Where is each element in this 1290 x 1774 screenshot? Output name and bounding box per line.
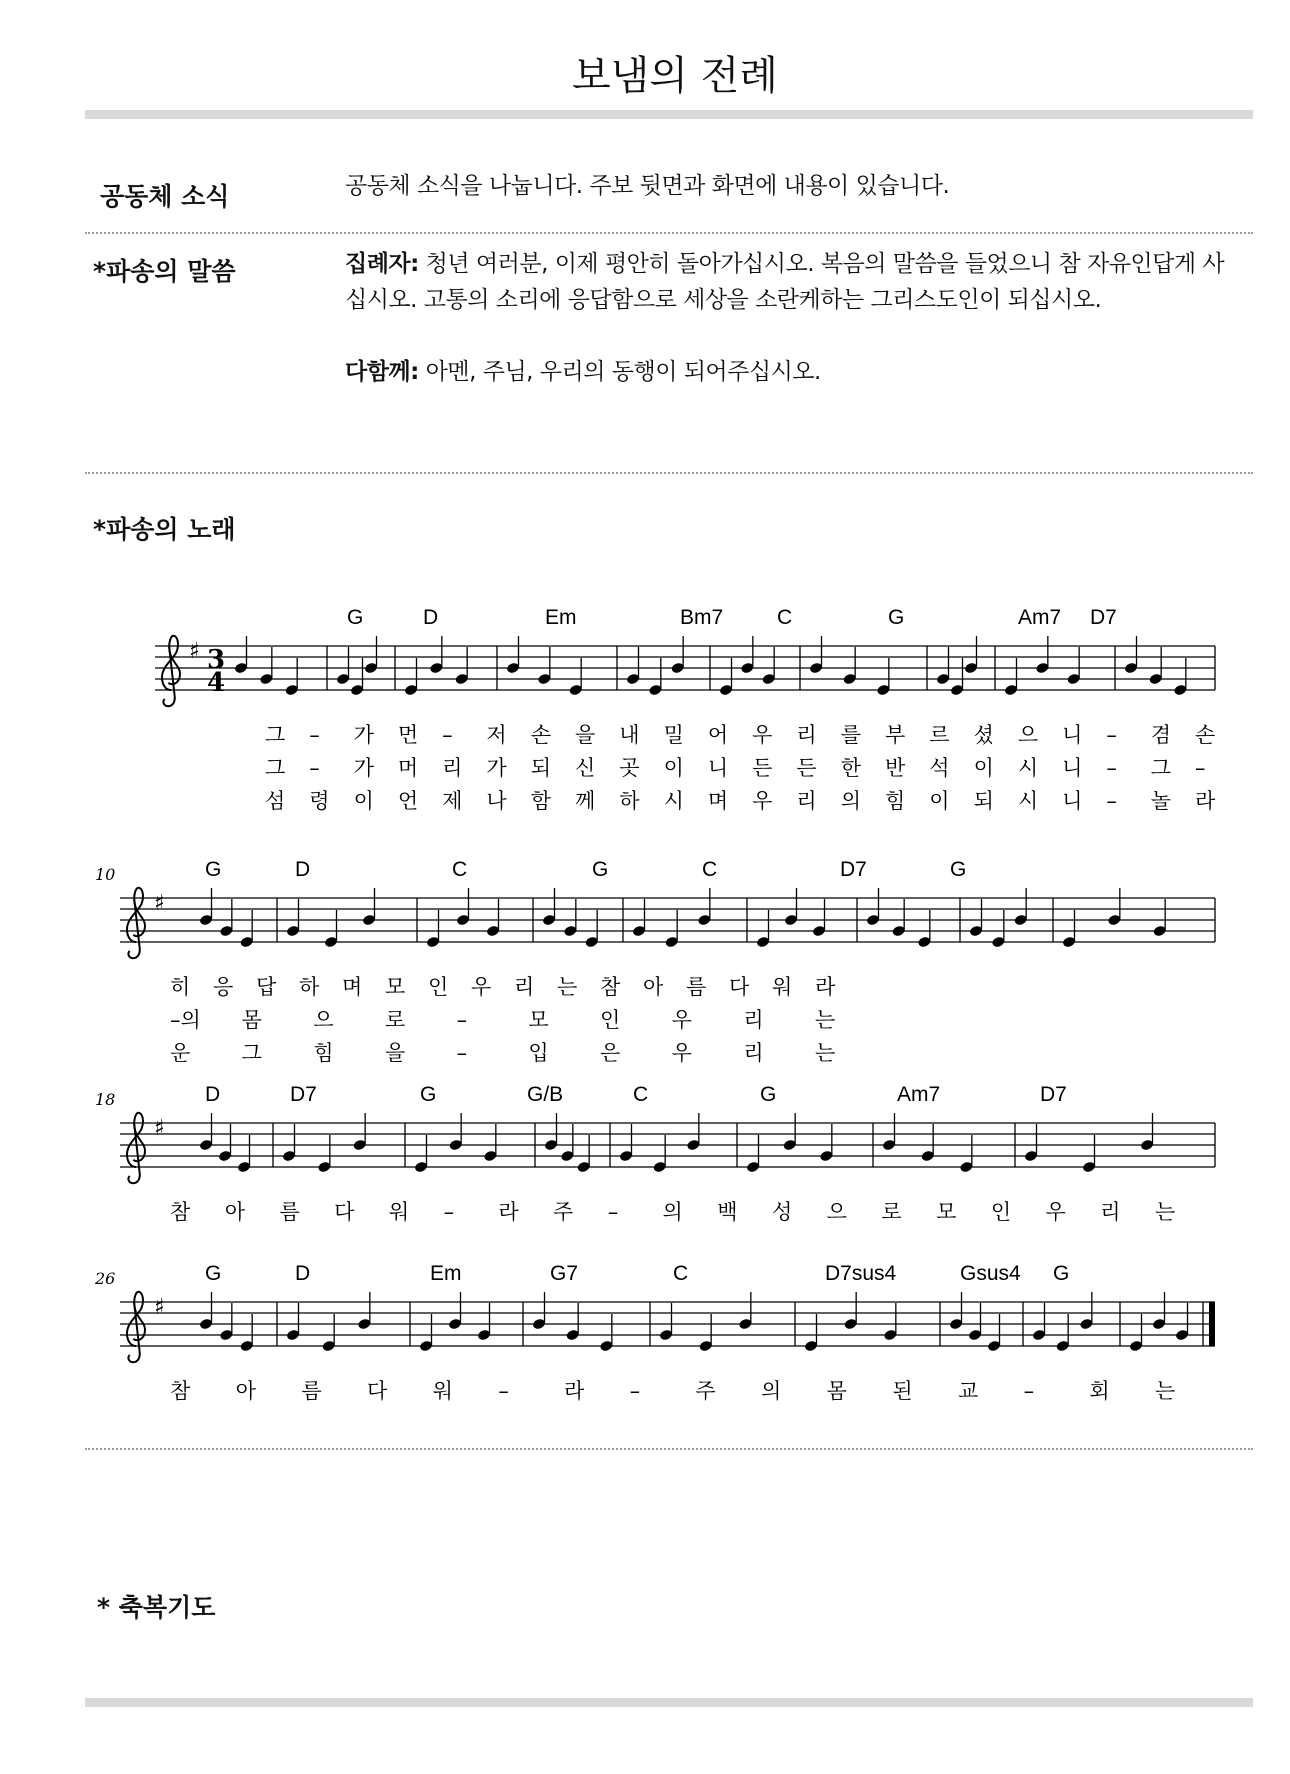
lyric-syllable: 되 (530, 756, 552, 780)
lyric-syllable: 께 (575, 789, 596, 813)
lyric-syllable: 성 (771, 1200, 793, 1224)
sharp-icon: ♯ (154, 1295, 165, 1320)
lyric-syllable: 를 (840, 723, 862, 747)
lyric-syllable: 라 (564, 1379, 585, 1403)
lyric-syllable: 우 (752, 723, 773, 747)
lyric-syllable: 인 (600, 1008, 621, 1032)
lyric-syllable: 어 (707, 723, 729, 747)
divider (85, 232, 1253, 234)
measure-number: 18 (95, 1090, 116, 1109)
sending-word-label: *파송의 말씀 (93, 257, 236, 286)
chord-symbol: G (420, 1083, 437, 1106)
lyric-syllable: 니 (1062, 723, 1083, 747)
lyric-syllable: 시 (1017, 789, 1039, 813)
lyric-syllable: 겸 (1150, 723, 1172, 747)
lyric-syllable: – (309, 723, 320, 747)
lyric-syllable: 는 (815, 1041, 836, 1065)
time-signature-top: 3 (207, 645, 226, 675)
lyric-syllable: 름 (279, 1200, 300, 1224)
chord-symbol: Bm7 (680, 606, 724, 629)
lyric-syllable: 우 (471, 975, 492, 999)
score-system-3 (95, 1083, 1215, 1224)
lyric-syllable: 아 (224, 1200, 246, 1224)
lyric-syllable: 입 (528, 1041, 549, 1065)
lyric-syllable: 반 (885, 756, 906, 780)
chord-symbol: G (205, 1262, 222, 1285)
lyric-syllable: 응 (213, 975, 234, 999)
lyric-syllable: 워 (388, 1200, 410, 1224)
lyric-syllable: 함 (530, 789, 552, 813)
page-title: 보냄의 전례 (572, 53, 778, 99)
lyric-syllable: 되 (973, 789, 994, 813)
score-system-4 (95, 1262, 1215, 1403)
measure-number: 10 (95, 865, 116, 884)
lyric-syllable: – (1023, 1379, 1035, 1403)
lyric-syllable: 은 (600, 1041, 621, 1065)
lyric-syllable: 저 (486, 723, 507, 747)
lyric-syllable: 힘 (885, 789, 906, 813)
lyric-syllable: – (1106, 756, 1117, 780)
lyric-syllable: 의 (662, 1200, 683, 1224)
chord-symbol: C (702, 858, 718, 881)
lyric-syllable: 라 (815, 975, 836, 999)
sharp-icon: ♯ (189, 639, 200, 664)
lyric-syllable: 리 (796, 789, 817, 813)
chord-symbol: D7 (1090, 606, 1117, 629)
lyric-syllable: 참 (170, 1200, 191, 1224)
lyric-syllable: 다 (334, 1200, 355, 1224)
lyric-syllable: 시 (1017, 756, 1039, 780)
lyric-syllable: 가 (486, 756, 507, 780)
lyric-syllable: 다 (367, 1379, 388, 1403)
lyric-syllable: 머 (397, 756, 419, 780)
chord-symbol: Em (545, 606, 577, 629)
lyric-syllable: 주 (695, 1379, 716, 1403)
lyric-syllable: 하 (619, 789, 640, 813)
lyric-syllable: 니 (707, 756, 729, 780)
lyric-syllable: – (629, 1379, 641, 1403)
chord-symbol: G (347, 606, 364, 629)
lyric-syllable: 이 (929, 789, 950, 813)
lyric-syllable: 으 (1017, 723, 1039, 747)
chord-symbol: D (205, 1083, 221, 1106)
time-signature-bottom: 4 (207, 668, 226, 698)
lyric-syllable: 든 (796, 756, 817, 780)
chord-symbol: D7 (1040, 1083, 1067, 1106)
lyric-syllable: 가 (353, 756, 374, 780)
lyric-syllable: 름 (686, 975, 707, 999)
lyric-syllable: 된 (892, 1379, 913, 1403)
leader-label: 집례자: (345, 251, 419, 277)
news-text: 공동체 소식을 나눕니다. 주보 뒷면과 화면에 내용이 있습니다. (345, 173, 950, 199)
lyric-syllable: – (1195, 756, 1206, 780)
all-text: 아멘, 주님, 우리의 동행이 되어주십시오. (425, 359, 821, 385)
lyric-syllable: 그 (265, 723, 286, 747)
lyric-syllable: 놀 (1150, 789, 1172, 813)
score-system-2 (95, 858, 1215, 1065)
lyric-syllable: 아 (643, 975, 664, 999)
lyric-syllable: 나 (486, 789, 507, 813)
lyric-syllable: 석 (929, 756, 950, 780)
chord-symbol: D7sus4 (825, 1262, 897, 1285)
lyric-syllable: 내 (619, 723, 640, 747)
chord-symbol: Am7 (897, 1083, 941, 1106)
lyric-syllable: 리 (442, 756, 463, 780)
top-divider (85, 110, 1253, 119)
lyric-syllable: – (442, 723, 453, 747)
chord-symbol: C (673, 1262, 689, 1285)
lyric-syllable: 참 (170, 1379, 191, 1403)
lyric-syllable: 모 (385, 975, 406, 999)
lyric-syllable: 로 (385, 1008, 406, 1032)
chord-symbol: D (295, 1262, 311, 1285)
chord-symbol: G (205, 858, 222, 881)
lyric-syllable: 몸 (241, 1008, 262, 1032)
lyric-syllable: 모 (528, 1008, 549, 1032)
lyric-syllable: 우 (1045, 1200, 1066, 1224)
lyric-syllable: 한 (840, 756, 862, 780)
lyric-syllable: 다 (729, 975, 750, 999)
chord-symbol: G7 (550, 1262, 579, 1285)
lyric-syllable: 이 (973, 756, 994, 780)
lyric-syllable: – (1106, 789, 1117, 813)
bottom-divider (85, 1698, 1253, 1707)
lyric-syllable: – (1106, 723, 1117, 747)
chord-symbol: G (1053, 1262, 1070, 1285)
lyric-syllable: 우 (752, 789, 773, 813)
divider (85, 1448, 1253, 1450)
lyric-syllable: 우 (671, 1008, 692, 1032)
lyric-syllable: 는 (1155, 1200, 1176, 1224)
lyric-syllable: 름 (301, 1379, 322, 1403)
lyric-syllable: 이 (353, 789, 374, 813)
music-score (95, 606, 1245, 1446)
lyric-syllable: 워 (432, 1379, 453, 1403)
lyric-syllable: 이 (663, 756, 684, 780)
chord-symbol: D (295, 858, 311, 881)
lyric-syllable: 섬 (265, 789, 286, 813)
lyric-syllable: 손 (530, 723, 552, 747)
lyric-syllable: 리 (514, 975, 535, 999)
chord-symbol: G (592, 858, 609, 881)
lyric-syllable: 라 (498, 1200, 519, 1224)
lyric-syllable: 아 (235, 1379, 256, 1403)
news-label: 공동체 소식 (100, 182, 230, 211)
measure-number: 26 (95, 1269, 116, 1288)
lyric-syllable: 는 (557, 975, 578, 999)
chord-symbol: G/B (527, 1083, 564, 1106)
lyric-syllable: 주 (553, 1200, 574, 1224)
benediction-label: * 축복기도 (97, 1593, 216, 1622)
chord-symbol: C (452, 858, 468, 881)
lyric-syllable: 그 (1150, 756, 1172, 780)
lyric-syllable: 을 (385, 1041, 406, 1065)
chord-symbol: Em (430, 1262, 462, 1285)
lyric-syllable: 손 (1195, 723, 1216, 747)
lyric-syllable: 니 (1062, 756, 1083, 780)
lyric-syllable: 든 (752, 756, 773, 780)
lyric-syllable: 언 (397, 789, 419, 813)
lyric-syllable: 모 (936, 1200, 957, 1224)
lyric-syllable: 인 (990, 1200, 1012, 1224)
lyric-syllable: 회 (1089, 1379, 1110, 1403)
lyric-syllable: 령 (309, 789, 330, 813)
sending-word-all (345, 354, 1245, 390)
lyric-syllable: – (456, 1041, 468, 1065)
lyric-syllable: 신 (575, 756, 596, 780)
lyric-syllable: 제 (442, 789, 463, 813)
lyric-syllable: 그 (265, 756, 286, 780)
lyric-syllable: 으 (313, 1008, 334, 1032)
lyric-syllable: 는 (1155, 1379, 1176, 1403)
chord-symbol: G (950, 858, 967, 881)
lyric-syllable: 으 (826, 1200, 847, 1224)
lyric-syllable: 리 (796, 723, 817, 747)
lyric-syllable: 의 (761, 1379, 782, 1403)
lyric-syllable: 교 (958, 1379, 979, 1403)
leader-text: 청년 여러분, 이제 평안히 돌아가십시오. 복음의 말씀을 들었으니 참 자유인답게 사십시오. 고통의 소리에 응답함으로 세상을 소란케하는 그리스도인이 되십시오. (345, 251, 1225, 313)
lyric-syllable: 을 (575, 723, 596, 747)
lyric-syllable: 먼 (397, 723, 419, 747)
lyric-syllable: 르 (929, 723, 950, 747)
chord-symbol: D7 (840, 858, 867, 881)
lyric-syllable: 운 (170, 1041, 191, 1065)
lyric-syllable: 그 (241, 1041, 262, 1065)
lyric-syllable: 는 (815, 1008, 836, 1032)
divider (85, 472, 1253, 474)
lyric-syllable: 밀 (663, 723, 684, 747)
all-label: 다함께: (345, 359, 419, 385)
chord-symbol: Am7 (1018, 606, 1062, 629)
lyric-syllable: 우 (671, 1041, 692, 1065)
lyric-syllable: 의 (840, 789, 862, 813)
lyric-syllable: –의 (170, 1008, 201, 1032)
lyric-syllable: 몸 (826, 1379, 847, 1403)
lyric-syllable: – (498, 1379, 509, 1403)
lyric-syllable: 곳 (619, 756, 640, 780)
chord-symbol: C (777, 606, 793, 629)
lyric-syllable: – (443, 1200, 455, 1224)
lyric-syllable: 리 (1100, 1200, 1121, 1224)
lyric-syllable: 시 (663, 789, 684, 813)
lyric-syllable: 로 (881, 1200, 902, 1224)
lyric-syllable: – (309, 756, 320, 780)
chord-symbol: G (760, 1083, 777, 1106)
sharp-icon: ♯ (154, 1116, 165, 1141)
chord-symbol: D (423, 606, 439, 629)
lyric-syllable: 부 (885, 723, 906, 747)
lyric-syllable: 힘 (313, 1041, 334, 1065)
lyric-syllable: 며 (707, 789, 729, 813)
sending-song-label: *파송의 노래 (93, 515, 236, 544)
lyric-syllable: 참 (600, 975, 621, 999)
lyric-syllable: 히 (170, 975, 191, 999)
chord-symbol: G (888, 606, 905, 629)
score-system-1 (155, 606, 1216, 813)
lyric-syllable: 인 (428, 975, 449, 999)
lyric-syllable: 하 (299, 975, 320, 999)
lyric-syllable: 리 (743, 1008, 764, 1032)
lyric-syllable: 백 (717, 1200, 738, 1224)
lyric-syllable: 답 (256, 975, 277, 999)
lyric-syllable: 리 (743, 1041, 764, 1065)
lyric-syllable: 셨 (973, 723, 994, 747)
lyric-syllable: – (607, 1200, 619, 1224)
sending-word-leader (345, 246, 1245, 318)
final-barline (1209, 1302, 1215, 1346)
lyric-syllable: – (456, 1008, 468, 1032)
lyric-syllable: 며 (342, 975, 363, 999)
lyric-syllable: 워 (772, 975, 793, 999)
lyric-syllable: 가 (353, 723, 374, 747)
chord-symbol: Gsus4 (960, 1262, 1021, 1285)
lyric-syllable: 라 (1195, 789, 1216, 813)
chord-symbol: C (633, 1083, 649, 1106)
sharp-icon: ♯ (154, 891, 165, 916)
chord-symbol: D7 (290, 1083, 317, 1106)
lyric-syllable: 니 (1062, 789, 1083, 813)
